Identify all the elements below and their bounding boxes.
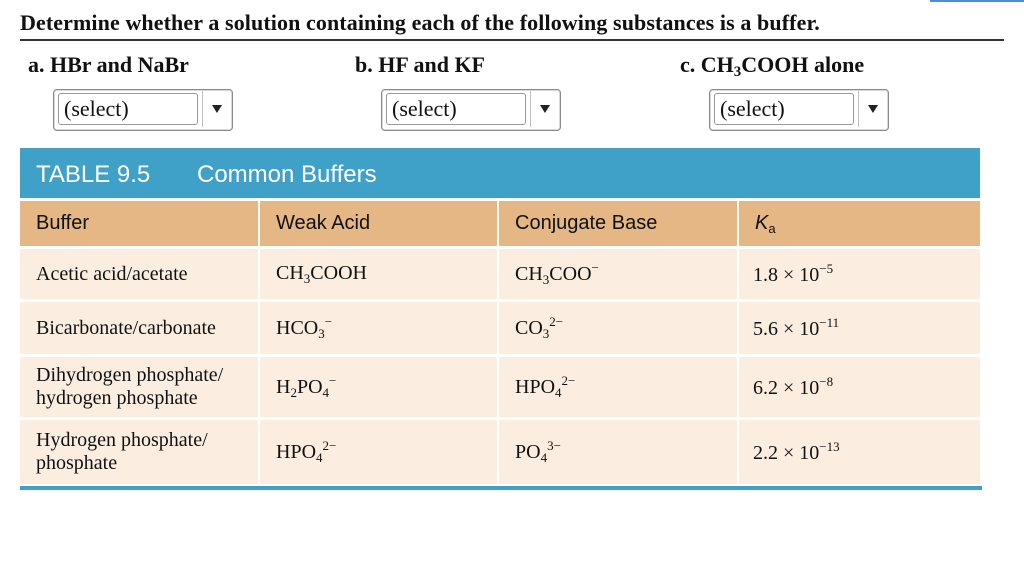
buffer-name: Acetic acid/acetate xyxy=(20,249,260,302)
ka-value: $6.2 \times 10^{-8}$ xyxy=(739,357,980,420)
question-prompt: Determine whether a solution containing each of the following substances is a buffer. xyxy=(20,10,820,35)
part-b-label: b. HF and KF xyxy=(355,52,485,77)
conjugate-base-formula: $PO_4^{3-}$ xyxy=(499,420,739,487)
weak-acid-formula: $HCO_3^-$ xyxy=(260,302,499,357)
part-a-label: a. HBr and NaBr xyxy=(28,52,189,77)
part-a-dropdown-button[interactable] xyxy=(202,91,231,127)
buffer-name: Bicarbonate/carbonate xyxy=(20,302,260,357)
column-header-weak-acid: Weak Acid xyxy=(260,198,499,249)
column-header-buffer: Buffer xyxy=(20,198,260,249)
top-accent xyxy=(0,0,1024,4)
table-row xyxy=(20,357,980,420)
chevron-down-icon xyxy=(540,105,550,113)
conjugate-base-formula: $HPO_4^{2-}$ xyxy=(499,357,739,420)
part-c-select[interactable] xyxy=(709,89,889,131)
ka-value: $1.8 \times 10^{-5}$ xyxy=(739,249,980,302)
weak-acid-formula: $CH_3COOH$ xyxy=(260,249,499,302)
table-row xyxy=(20,302,980,357)
column-header-conjugate-base: Conjugate Base xyxy=(499,198,739,249)
divider xyxy=(20,39,1004,41)
chevron-down-icon xyxy=(868,105,878,113)
buffers-table xyxy=(20,148,980,490)
part-b-select[interactable] xyxy=(381,89,561,131)
part-c-dropdown-button[interactable] xyxy=(858,91,887,127)
column-header-ka: $K_a$ xyxy=(739,198,980,249)
buffer-name: Hydrogen phosphate/ phosphate xyxy=(20,420,260,487)
part-a-select-value: (select) xyxy=(58,93,198,125)
ka-value: $5.6 \times 10^{-11}$ xyxy=(739,302,980,357)
table-row xyxy=(20,420,980,487)
weak-acid-formula: $H_2PO_4^-$ xyxy=(260,357,499,420)
buffers-grid xyxy=(20,198,980,487)
conjugate-base-formula: $CO_3^{2-}$ xyxy=(499,302,739,357)
chevron-down-icon xyxy=(212,105,222,113)
part-b-select-value: (select) xyxy=(386,93,526,125)
part-a-select[interactable] xyxy=(53,89,233,131)
conjugate-base-formula: $CH_3COO^-$ xyxy=(499,249,739,302)
table-row xyxy=(20,249,980,302)
part-b-dropdown-button[interactable] xyxy=(530,91,559,127)
table-bottom-rule xyxy=(20,486,982,490)
buffer-name: Dihydrogen phosphate/ hydrogen phosphate xyxy=(20,357,260,420)
table-title: Common Buffers xyxy=(197,161,377,188)
part-c-select-value: (select) xyxy=(714,93,854,125)
weak-acid-formula: $HPO_4^{2-}$ xyxy=(260,420,499,487)
table-number: TABLE 9.5 xyxy=(36,161,151,188)
part-c-label: c. $CH_3COOH$ alone xyxy=(680,52,865,80)
table-header-bar xyxy=(20,148,980,198)
ka-value: $2.2 \times 10^{-13}$ xyxy=(739,420,980,487)
